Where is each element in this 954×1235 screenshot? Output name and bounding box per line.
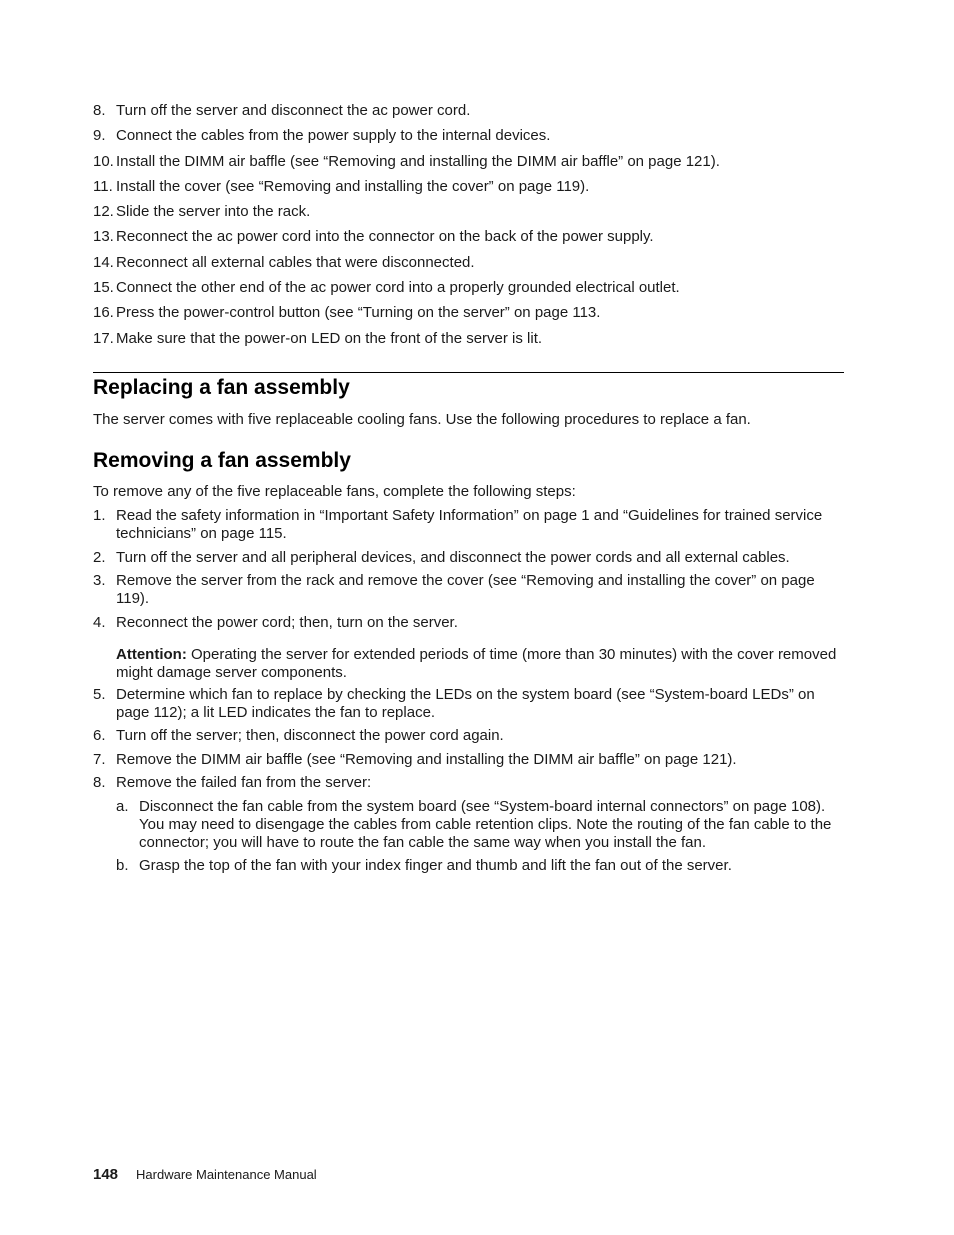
list-item: [93, 330, 853, 355]
step-number: 5.: [93, 685, 106, 703]
section-heading-replacing: Replacing a fan assembly: [93, 376, 350, 399]
step-number: 2.: [93, 548, 106, 566]
list-item: [93, 304, 853, 329]
step-number: 6.: [93, 727, 106, 744]
step-number: 3.: [93, 572, 106, 589]
step-number: 9.: [93, 127, 106, 145]
attention-note: [116, 646, 848, 682]
list-item: [93, 203, 853, 228]
removal-steps-list: [93, 507, 848, 881]
list-item: [93, 254, 853, 279]
step-text: Turn off the server and disconnect the ac power cord.: [116, 102, 471, 119]
list-item: [93, 614, 848, 632]
list-item: [116, 798, 848, 852]
list-item: [93, 572, 848, 608]
list-item: [93, 127, 853, 152]
replacing-intro: The server comes with five replaceable cooling fans. Use the following procedures to replace a fan.: [93, 411, 751, 428]
step-number: 8.: [93, 102, 106, 119]
step-number: 11.: [93, 177, 113, 195]
removing-intro: To remove any of the five replaceable fans, complete the following steps:: [93, 483, 576, 500]
step-number: 16.: [93, 304, 114, 322]
list-item: [93, 686, 848, 722]
step-text: Remove the server from the rack and remove the cover (see “Removing and installing the cover” on page 119).: [116, 572, 815, 607]
step-text: Turn off the server; then, disconnect the power cord again.: [116, 727, 504, 744]
manual-title: Hardware Maintenance Manual: [136, 1167, 317, 1182]
section-heading-removing: Removing a fan assembly: [93, 449, 351, 472]
step-text: Press the power-control button (see “Turning on the server” on page 113.: [116, 304, 601, 322]
list-item: [93, 507, 848, 543]
list-item: [93, 727, 848, 745]
step-number: 12.: [93, 203, 114, 221]
step-text: Remove the failed fan from the server:: [116, 774, 372, 791]
section-divider: [93, 372, 844, 373]
list-item: [93, 774, 848, 792]
attention-label: Attention:: [116, 645, 187, 663]
list-item: [93, 228, 853, 253]
page-number: 148: [93, 1166, 119, 1183]
list-item: [93, 178, 853, 203]
step-letter: a.: [116, 797, 129, 815]
list-item: [93, 549, 848, 567]
step-text: Install the cover (see “Removing and installing the cover” on page 119).: [116, 177, 590, 195]
step-text: Install the DIMM air baffle (see “Removing and installing the DIMM air baffle” on page 121).: [116, 152, 720, 170]
list-item: [93, 279, 853, 304]
sub-steps-list: [116, 798, 848, 876]
step-number: 4.: [93, 613, 106, 631]
list-item: [93, 751, 848, 769]
step-number: 10.: [93, 152, 114, 170]
step-text: Determine which fan to replace by checking the LEDs on the system board (see “System-board LEDs” on page 112); a lit LED indicates the fan to replace.: [116, 685, 815, 721]
step-text: Remove the DIMM air baffle (see “Removing and installing the DIMM air baffle” on page 121).: [116, 750, 737, 768]
step-text: Connect the cables from the power supply to the internal devices.: [116, 127, 551, 145]
step-text: Reconnect the power cord; then, turn on the server.: [116, 613, 458, 631]
step-text: Connect the other end of the ac power cord into a properly grounded electrical outlet.: [116, 279, 680, 297]
page-footer: [93, 1166, 317, 1184]
attention-text: Operating the server for extended periods of time (more than 30 minutes) with the cover removed might damage server components.: [116, 645, 837, 681]
step-text: Reconnect the ac power cord into the connector on the back of the power supply.: [116, 228, 654, 246]
continued-steps-list: [93, 102, 853, 355]
step-text: Turn off the server and all peripheral devices, and disconnect the power cords and all external cables.: [116, 548, 790, 566]
step-number: 7.: [93, 750, 106, 768]
step-text: Slide the server into the rack.: [116, 203, 311, 221]
step-number: 8.: [93, 774, 106, 791]
step-letter: b.: [116, 857, 129, 874]
step-number: 15.: [93, 279, 114, 297]
list-item: [93, 153, 853, 178]
step-text: Reconnect all external cables that were disconnected.: [116, 253, 475, 271]
list-item: [93, 102, 853, 127]
list-item: [116, 857, 848, 875]
step-number: 17.: [93, 329, 114, 347]
step-number: 14.: [93, 253, 114, 271]
step-text: Disconnect the fan cable from the system board (see “System-board internal connectors” on page 108). You may need to disengage the cables from cable retention clips. Note the routing of the fan cable to the connector; you will have to route the fan cable the same way when you install the fan.: [139, 797, 832, 851]
step-number: 13.: [93, 228, 114, 246]
step-number: 1.: [93, 507, 106, 524]
step-text: Read the safety information in “Important Safety Information” on page 1 and “Guidelines for trained service technicians” on page 115.: [116, 507, 823, 542]
step-text: Make sure that the power-on LED on the front of the server is lit.: [116, 329, 543, 347]
step-text: Grasp the top of the fan with your index finger and thumb and lift the fan out of the server.: [139, 857, 732, 874]
